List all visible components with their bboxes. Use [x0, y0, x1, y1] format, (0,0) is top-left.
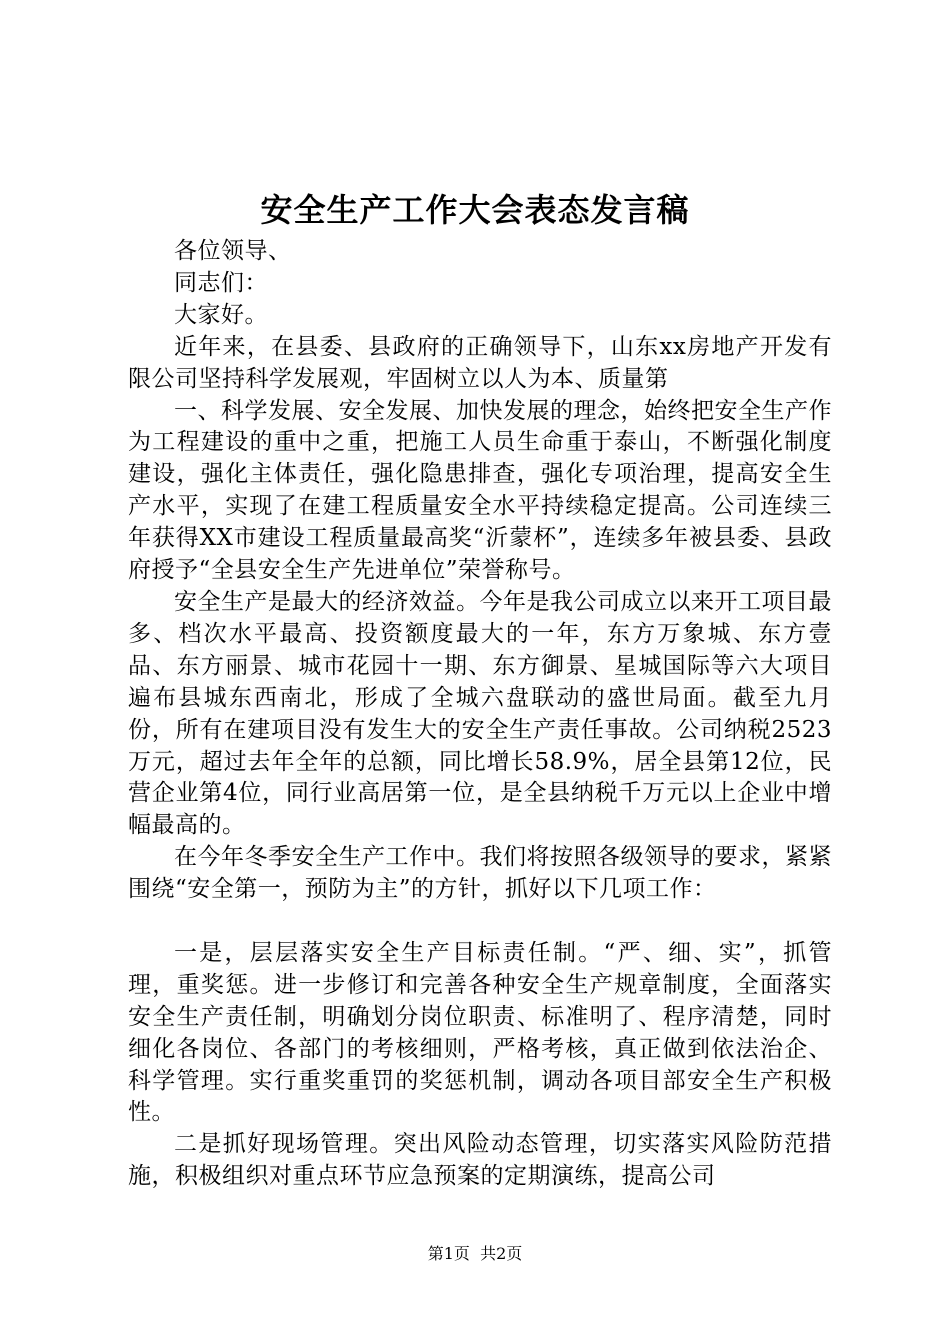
paragraph-item-two: 二是抓好现场管理。突出风险动态管理，切实落实风险防范措施，积极组织对重点环节应急预案的定期演练，提高公司 — [128, 1131, 832, 1190]
page-footer — [0, 1243, 950, 1265]
paragraph-winter-work: 在今年冬季安全生产工作中。我们将按照各级领导的要求，紧紧围绕“安全第一，预防为主”的方针，抓好以下几项工作： — [128, 844, 832, 903]
page-number: 第1页 — [427, 1244, 470, 1263]
salutation-comrades: 同志们： — [174, 269, 268, 296]
greeting: 大家好。 — [174, 301, 268, 328]
paragraph-economic-benefit: 安全生产是最大的经济效益。今年是我公司成立以来开工项目最多、档次水平最高、投资额度最大的一年，东方万象城、东方壹品、东方丽景、城市花园十一期、东方御景、星城国际等六大项目遍布县城东西南北，形成了全城六盘联动的盛世局面。截至九月份，所有在建项目没有发生大的安全生产责任事故。公司纳税2523万元，超过去年全年的总额，同比增长58.9%，居全县第12位，民营企业第4位，同行业高居第一位，是全县纳税千万元以上企业中增幅最高的。 — [128, 588, 832, 839]
page-total: 共2页 — [480, 1244, 523, 1263]
footer-spacer — [470, 1244, 480, 1263]
salutation-leaders: 各位领导、 — [174, 238, 292, 264]
document-title: 安全生产工作大会表态发言稿 — [260, 191, 690, 229]
document-body — [128, 236, 832, 1193]
paragraph-intro: 近年来，在县委、县政府的正确领导下，山东xx房地产开发有限公司坚持科学发展观，牢固树立以人为本、质量第 — [128, 333, 832, 392]
paragraph-development: 一、科学发展、安全发展、加快发展的理念，始终把安全生产作为工程建设的重中之重，把施工人员生命重于泰山，不断强化制度建设，强化主体责任，强化隐患排查，强化专项治理，提高安全生产水平，实现了在建工程质量安全水平持续稳定提高。公司连续三年获得XX市建设工程质量最高奖“沂蒙杯”，连续多年被县委、县政府授予“全县安全生产先进单位”荣誉称号。 — [128, 397, 832, 584]
paragraph-item-one: 一是，层层落实安全生产目标责任制。“严、细、实”，抓管理，重奖惩。进一步修订和完善各种安全生产规章制度，全面落实安全生产责任制，明确划分岗位职责、标准明了、程序清楚，同时细化各岗位、各部门的考核细则，严格考核，真正做到依法治企、科学管理。实行重奖重罚的奖惩机制，调动各项目部安全生产积极性。 — [128, 939, 832, 1126]
